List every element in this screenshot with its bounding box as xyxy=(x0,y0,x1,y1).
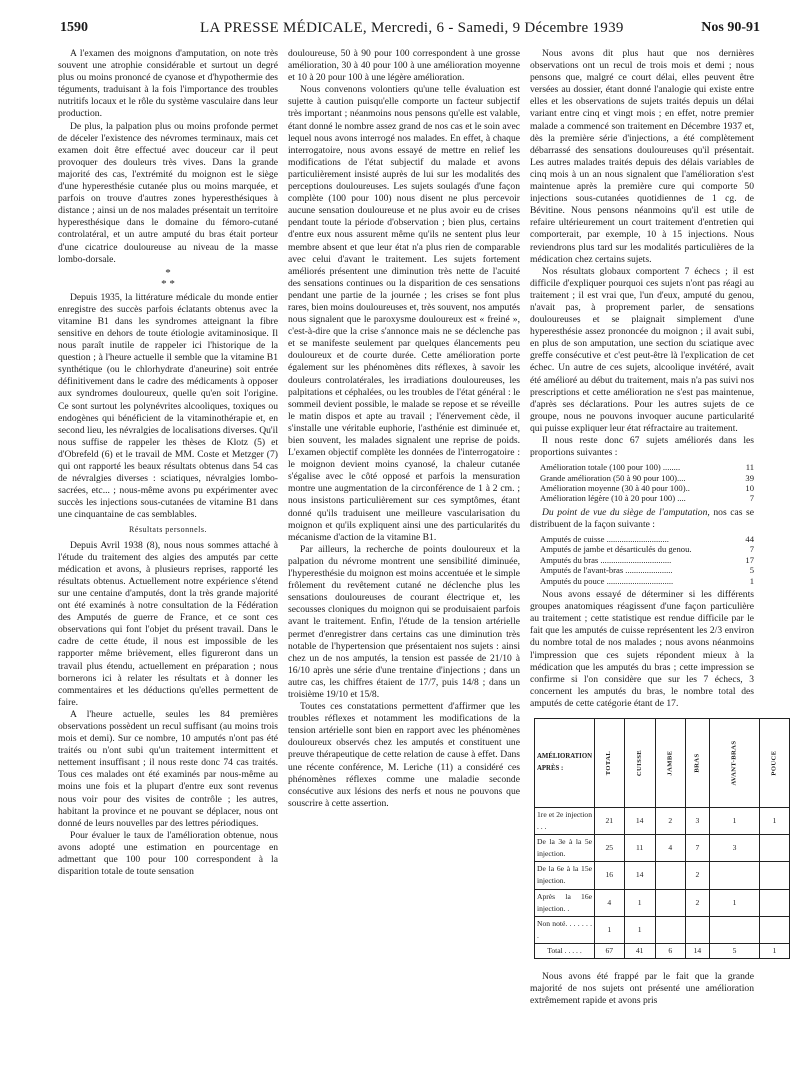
paragraph: Pour évaluer le taux de l'amélioration obtenue, nous avons adopté une estimation en pourcentage en admettant que 100 pour 100 correspondent à la disparition totale de toute sensation xyxy=(58,829,278,878)
list-item: Amputés de l'avant-bras ...................... 5 xyxy=(540,565,754,576)
list-item: Amputés de cuisse ............................. 44 xyxy=(540,534,754,544)
separator-star: * xyxy=(165,266,171,279)
table-total-row: Total . . . . . 67 41 6 14 5 1 xyxy=(535,943,790,958)
paragraph xyxy=(530,507,754,531)
italic-lead: Du point de vue du siège de l'amputation, xyxy=(542,506,710,518)
paragraph: douloureuse, 50 à 90 pour 100 correspondent à une grosse amélioration, 30 à 40 pour 100 à une amélioration moyenne et 10 à 20 pour 100 à une légère amélioration. xyxy=(288,48,520,84)
paragraph: Nous avons dit plus haut que nos dernières observations ont un recul de trois mois et demi ; nous pensons que, malgré ce court délai, elles peuvent être versées au dossier, étant donné l'analogie qui existe entre elles et les observations de sujets traités depuis un délai variant entre cinq et vingt mois ; en effet, notre premier malade a commencé son traitement en Décembre 1937 et, dès la première série d'injections, a été complètement débarrassé des sensations douloureuses qu'il présentait. Les autres malades traités depuis des délais variables de cinq mois à un an nous signalent que l'amélioration s'est maintenue après la première cure qui comporte 50 injections sous-cutanées quotidiennes de 1 cg. de Bévitine. Nous pensons néanmoins qu'il est utile de refaire ultérieurement un court traitement d'entretien qui comporterait, par exemple, 10 à 15 injections. Nous reviendrons plus tard sur les modalités particulières de la médication chez certains sujets. xyxy=(530,48,754,265)
paragraph: De plus, la palpation plus ou moins profonde permet de déceler l'existence des névromes terminaux, mais cet examen doit être effectué avec douceur car il peut provoquer des douleurs très vives. Dans la grande majorité des cas, l'extrémité du moignon est le siège d'une hyperesthésie cutanée plus ou moins marquée, et parfois on trouve d'autres zones hyperesthésiques à distance ; ainsi un de nos malades présentait un territoire hyperesthésique dans le domaine du fémoro-cutané controlatéral, et un autre amputé du bras était porteur d'une cicatrice douloureuse au niveau de la masse lombo-dorsale. xyxy=(58,120,278,265)
paragraph: Depuis 1935, la littérature médicale du monde entier enregistre des succès parfois éclatants obtenus avec la vitamine B1 dans les syndromes atteignant la fibre sensitive en dehors de toute étiologie avitaminosique. Il nous paraît inutile de rappeler ici l'historique de la question ; à l'heure actuelle il semble que la vitamine B1 synthétique (ou le chlorhydrate d'aneurine) soit entrée définitivement dans le cadre des médicaments à opposer aux syndromes douloureux, quelle qu'en soit l'origine. Ce sont surtout les polynévrites alcooliques, toxiques ou endogènes qui bénéficient de la vitaminothérapie et, en second lieu, les névralgies de localisations diverses. Qu'il nous suffise de rappeler les thèses de Klotz (5) et d'Obrefeld (6) et le travail de MM. Coste et Metzger (7) qui ont rapporté les beaux résultats obtenus dans 54 cas de névralgies diverses : sciatiques, névralgies lombo-sacrées, etc... ; nous-même avons pu expérimenter avec succès les injections sous-cutanées de vitamine B1 dans une cinquantaine de cas semblables. xyxy=(58,291,278,521)
paragraph: Par ailleurs, la recherche de points douloureux et la palpation du névrome montrent une sensibilité diminuée, l'hyperesthésie du moignon est moins accentuée et le simple frôlement du revêtement cutané ne déclenche plus les sensations douloureuses de courant électrique et, les secousses cloniques du moignon qui se produisaient parfois avant le traitement. Enfin, l'étude de la tension artérielle permet d'enregistrer dans certains cas une diminution très notable de l'hypertension que présentaient nos sujets : ainsi chez un de nos amputés, la tension est passée de 21/10 à 16/10 après une série d'une trentaine d'injections ; dans un autre cas, les chiffres étaient de 17/7, puis 14/8 ; dans un troisième 19/10 et 15/8. xyxy=(288,543,520,700)
column-header: CUISSE xyxy=(624,718,655,807)
amputation-site-list xyxy=(540,534,754,586)
paragraph: A l'heure actuelle, seules les 84 premières observations possèdent un recul suffisant (au moins trois mois et demi). Sur ce nombre, 10 amputés n'ont pas été traités ou n'ont subi qu'un traitement intermittent et nettement insuffisant ; il nous reste donc 74 cas traités. Tous ces malades ont été examinés par nous-même au moins une fois et la plupart d'entre eux sont revenus nous voir pour des visites de contrôle ; les autres, habitant la province et ne pouvant se déplacer, nous ont donné de leurs nouvelles par des lettres périodiques. xyxy=(58,708,278,829)
results-table xyxy=(534,718,790,959)
paragraph: Il nous reste donc 67 sujets améliorés dans les proportions suivantes : xyxy=(530,435,754,459)
table-row: 1re et 2e injection . . . 21 14 2 3 1 1 xyxy=(535,807,790,834)
column-header: POUCE xyxy=(759,718,789,807)
column-header: AVANT-BRAS xyxy=(710,718,760,807)
paragraph: Nous convenons volontiers qu'une telle évaluation est sujette à caution puisqu'elle comporte un facteur subjectif très important ; néanmoins nous pensons qu'elle est valable, étant donné le nombre assez grand de nos cas et le soin avec lequel nous avons interrogé nos malades. En effet, à chaque interrogatoire, nous avons essayé de mettre en relief les modifications de l'état subjectif du malade et avons particulièrement insisté auprès de lui sur les modalités des perceptions douloureuses. Les sujets soulagés d'une façon complète (100 pour 100) nous disent ne plus percevoir aucune sensation douloureuse et ne plus avoir eu de crises pendant toute la période d'observation ; bien plus, certains d'entre eux nous assurent même qu'ils ne sentent plus leur membre absent et que leur état n'a plus rien de comparable avec celui d'avant le traitement. Les sujets fortement améliorés présentent une diminution très nette de l'acuité des sensations continues ou la disparition de ces sensations pendant une partie de la journée ; les crises se font plus rares, bien moins douloureuses et, très souvent, nos amputés nous signalent que le paroxysme douloureux est « freiné », c'est-à-dire que la crise s'annonce mais ne se déclenche pas et se manifeste seulement par quelques élancements peu douloureux et de courte durée. Cette amélioration porte également sur les phénomènes dits réflexes, à savoir les douleurs controlatérales, les irradiations douloureuses, les palpitations et céphalées, ou les troubles de l'état général : le sommeil devient possible, le malade se repose et se réveille le matin dispos et apte au travail ; l'énervement cède, il s'installe une véritable euphorie, l'asthénie est diminuée et, bien souvent, les malades signalent une reprise de poids. L'examen objectif complète les données de l'interrogatoire : le moignon devient moins cyanosé, la chaleur cutanée s'égalise avec le côté opposé et parfois la mensuration montre une augmentation de la circonférence de 1 à 2 cm. ; nous insistons particulièrement sur ces symptômes, étant donné qu'ils traduisent une meilleure vascularisation du moignon et qu'ils expliquent ainsi une des particularités du mécanisme d'action de la vitamine B1. xyxy=(288,84,520,543)
table-row: Non noté. . . . . . . . 1 1 xyxy=(535,916,790,943)
column-header: TOTAL xyxy=(595,718,624,807)
paragraph: Nos résultats globaux comportent 7 échecs ; il est difficile d'expliquer pourquoi ces sujets n'ont pas réagi au traitement ; il est vrai que, l'un d'eux, amputé du genou, n'avait pas, à proprement parler, de sensations douloureuses et se plaignait simplement d'une hyperesthésie assez prononcée du moignon ; il avait subi, en plus de son amputation, une section du sciatique avec greffe consécutive et c'est peut-être là l'explication de cet échec. Un autre de ces sujets, alcoolique invétéré, avait été amélioré au début du traitement, mais n'a pas suivi nos prescriptions et cette amélioration ne s'est pas maintenue, d'après ses déclarations. Pour les autres sujets de ce groupe, nous ne pouvons invoquer aucune particularité qui puisse expliquer leur état réfractaire au traitement. xyxy=(530,265,754,434)
separator-stars: * * xyxy=(161,277,175,290)
page-number: 1590 xyxy=(60,20,88,35)
column-header: BRAS xyxy=(685,718,709,807)
list-item: Amélioration légère (10 à 20 pour 100) .... 7 xyxy=(540,493,754,504)
section-heading: Résultats personnels. xyxy=(128,525,208,535)
list-item: Amputés du pouce ............................... 1 xyxy=(540,575,754,586)
column-header: JAMBE xyxy=(655,718,685,807)
improvement-list xyxy=(540,462,754,504)
list-item: Amélioration moyenne (30 à 40 pour 100).. 10 xyxy=(540,483,754,493)
list-item: Amélioration totale (100 pour 100) ........ 11 xyxy=(540,462,754,473)
column-middle xyxy=(288,48,520,810)
column-left xyxy=(58,48,278,878)
list-item: Grande amélioration (50 à 90 pour 100).... 39 xyxy=(540,472,754,483)
table-row: De la 6e à la 15e injection. 16 14 2 xyxy=(535,862,790,889)
list-item: Amputés de jambe et désarticulés du genou. 7 xyxy=(540,544,754,555)
paragraph: Toutes ces constatations permettent d'affirmer que les troubles réflexes et notamment les modifications de la tension artérielle sont bien en rapport avec les phénomènes douloureux observés chez les amputés et constituent une preuve thérapeutique de cette relation de cause à effet. Dans une récente conférence, M. Leriche (11) a considéré ces phénomènes réflexes comme une maladie seconde consécutive aux lésions des nerfs et nous ne pouvons que souscrire à cette assertion. xyxy=(288,701,520,809)
paragraph: Nous avons essayé de déterminer si les différents groupes anatomiques réagissent d'une façon particulière au traitement ; cette statistique est rendue difficile par le fait que les amputés de cuisse représentent les 2/3 environ du nombre total de nos malades ; nous avons néanmoins l'impression que ces sujets répondent mieux à la médication que les amputés du bras ; cette impression se confirme si l'on considère que sur les 7 échecs, 3 concernent les amputés du bras, le nombre total des amputés de cette catégorie étant de 17. xyxy=(530,589,754,709)
paragraph: A l'examen des moignons d'amputation, on note très souvent une atrophie considérable et surtout un degré plus ou moins prononcé de cyanose et d'hypothermie des téguments, traduisant à la fois l'importance des troubles nutritifs locaux et le rôle du système vasculaire dans leur production. xyxy=(58,48,278,120)
issue-number: Nos 90-91 xyxy=(701,20,760,35)
paragraph: Depuis Avril 1938 (8), nous nous sommes attaché à l'étude du traitement des algies des amputés par cette médication et avons, à plusieurs reprises, rapporté les résultats obtenus. Actuellement notre expérience s'étend sur une centaine d'amputés, dont la très grande majorité ont été examinés à notre consultation de la Fédération des Amputés de guerre de France, et ce sont ces observations qui font l'objet du présent travail. Dans le cadre de cette étude, il nous est impossible de les rapporter même brièvement, elles figureront dans un travail plus étendu, actuellement en préparation ; nous bornerons ici à relater les résultats et à donner les commentaires et les déductions qu'elles permettent de faire. xyxy=(58,539,278,708)
paragraph-text: nos cas se distribuent de la façon suivante : xyxy=(530,506,754,530)
table-row: Après la 16e injection. . 4 1 2 1 xyxy=(535,889,790,916)
paragraph: Nous avons été frappé par le fait que la grande majorité de nos sujets ont présenté une amélioration extrêmement rapide et avons pris xyxy=(530,971,754,1007)
page-header xyxy=(60,20,760,40)
table-header-row xyxy=(535,718,790,807)
section-separator xyxy=(58,268,278,290)
table-row: De la 3e à la 5e injection. 25 11 4 7 3 xyxy=(535,835,790,862)
column-right xyxy=(530,48,778,1007)
table-corner: AMÉLIORATION APRÈS : xyxy=(535,718,595,807)
list-item: Amputés du bras ................................. 17 xyxy=(540,554,754,565)
journal-title: LA PRESSE MÉDICALE, Mercredi, 6 - Samedi, 9 Décembre 1939 xyxy=(200,20,624,36)
